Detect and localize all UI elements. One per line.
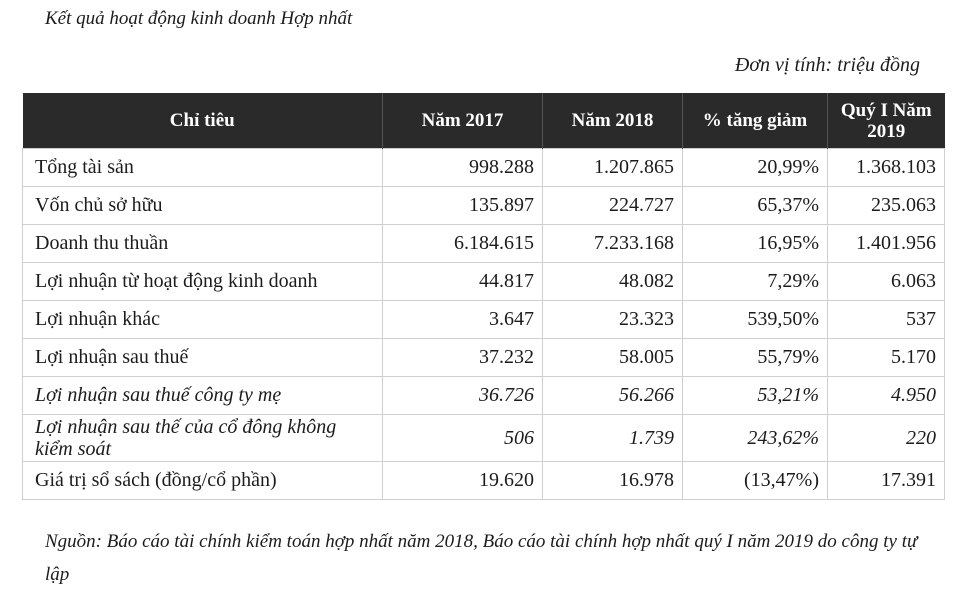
value-2018: 7.233.168 <box>543 225 683 263</box>
value-change: 539,50% <box>683 301 828 339</box>
unit-note: Đơn vị tính: triệu đồng <box>734 54 920 76</box>
financial-results-table <box>22 93 945 500</box>
value-2017: 44.817 <box>383 263 543 301</box>
value-q1-2019: 220 <box>828 415 945 462</box>
table-row <box>23 339 945 377</box>
row-label: Lợi nhuận từ hoạt động kinh doanh <box>23 263 383 301</box>
table-row <box>23 225 945 263</box>
row-label: Vốn chủ sở hữu <box>23 187 383 225</box>
table-row <box>23 377 945 415</box>
row-label: Doanh thu thuần <box>23 225 383 263</box>
row-label: Lợi nhuận khác <box>23 301 383 339</box>
value-2017: 3.647 <box>383 301 543 339</box>
value-2017: 19.620 <box>383 462 543 500</box>
value-2017: 998.288 <box>383 149 543 187</box>
value-change: (13,47%) <box>683 462 828 500</box>
value-q1-2019: 537 <box>828 301 945 339</box>
value-2018: 224.727 <box>543 187 683 225</box>
table-row <box>23 462 945 500</box>
value-2018: 48.082 <box>543 263 683 301</box>
row-label: Lợi nhuận sau thuế công ty mẹ <box>23 377 383 415</box>
value-q1-2019: 6.063 <box>828 263 945 301</box>
value-2017: 506 <box>383 415 543 462</box>
value-2017: 6.184.615 <box>383 225 543 263</box>
value-2018: 58.005 <box>543 339 683 377</box>
value-2018: 23.323 <box>543 301 683 339</box>
header-change: % tăng giảm <box>683 93 828 149</box>
value-2018: 1.207.865 <box>543 149 683 187</box>
value-2018: 56.266 <box>543 377 683 415</box>
value-change: 55,79% <box>683 339 828 377</box>
row-label: Tổng tài sản <box>23 149 383 187</box>
source-note: Nguồn: Báo cáo tài chính kiểm toán hợp nhất năm 2018, Báo cáo tài chính hợp nhất quý I năm 2019 do công ty tự lập <box>45 531 918 585</box>
value-2017: 37.232 <box>383 339 543 377</box>
value-2017: 135.897 <box>383 187 543 225</box>
table-caption: Kết quả hoạt động kinh doanh Hợp nhất <box>45 8 353 29</box>
table-row <box>23 415 945 462</box>
row-label: Lợi nhuận sau thế của cổ đông không kiểm soát <box>23 415 383 462</box>
header-year-2017: Năm 2017 <box>383 93 543 149</box>
table-row <box>23 149 945 187</box>
table-row <box>23 263 945 301</box>
table-header-row <box>23 93 945 149</box>
value-q1-2019: 1.401.956 <box>828 225 945 263</box>
value-change: 16,95% <box>683 225 828 263</box>
value-change: 20,99% <box>683 149 828 187</box>
value-2018: 1.739 <box>543 415 683 462</box>
table-row <box>23 187 945 225</box>
table-row <box>23 301 945 339</box>
header-q1-2019: Quý I Năm 2019 <box>828 93 945 149</box>
value-q1-2019: 1.368.103 <box>828 149 945 187</box>
row-label: Giá trị sổ sách (đồng/cổ phần) <box>23 462 383 500</box>
header-year-2018: Năm 2018 <box>543 93 683 149</box>
value-q1-2019: 4.950 <box>828 377 945 415</box>
value-change: 243,62% <box>683 415 828 462</box>
value-q1-2019: 235.063 <box>828 187 945 225</box>
value-2018: 16.978 <box>543 462 683 500</box>
value-change: 53,21% <box>683 377 828 415</box>
value-2017: 36.726 <box>383 377 543 415</box>
value-q1-2019: 5.170 <box>828 339 945 377</box>
value-change: 65,37% <box>683 187 828 225</box>
header-indicator: Chỉ tiêu <box>23 93 383 149</box>
row-label: Lợi nhuận sau thuế <box>23 339 383 377</box>
value-change: 7,29% <box>683 263 828 301</box>
value-q1-2019: 17.391 <box>828 462 945 500</box>
